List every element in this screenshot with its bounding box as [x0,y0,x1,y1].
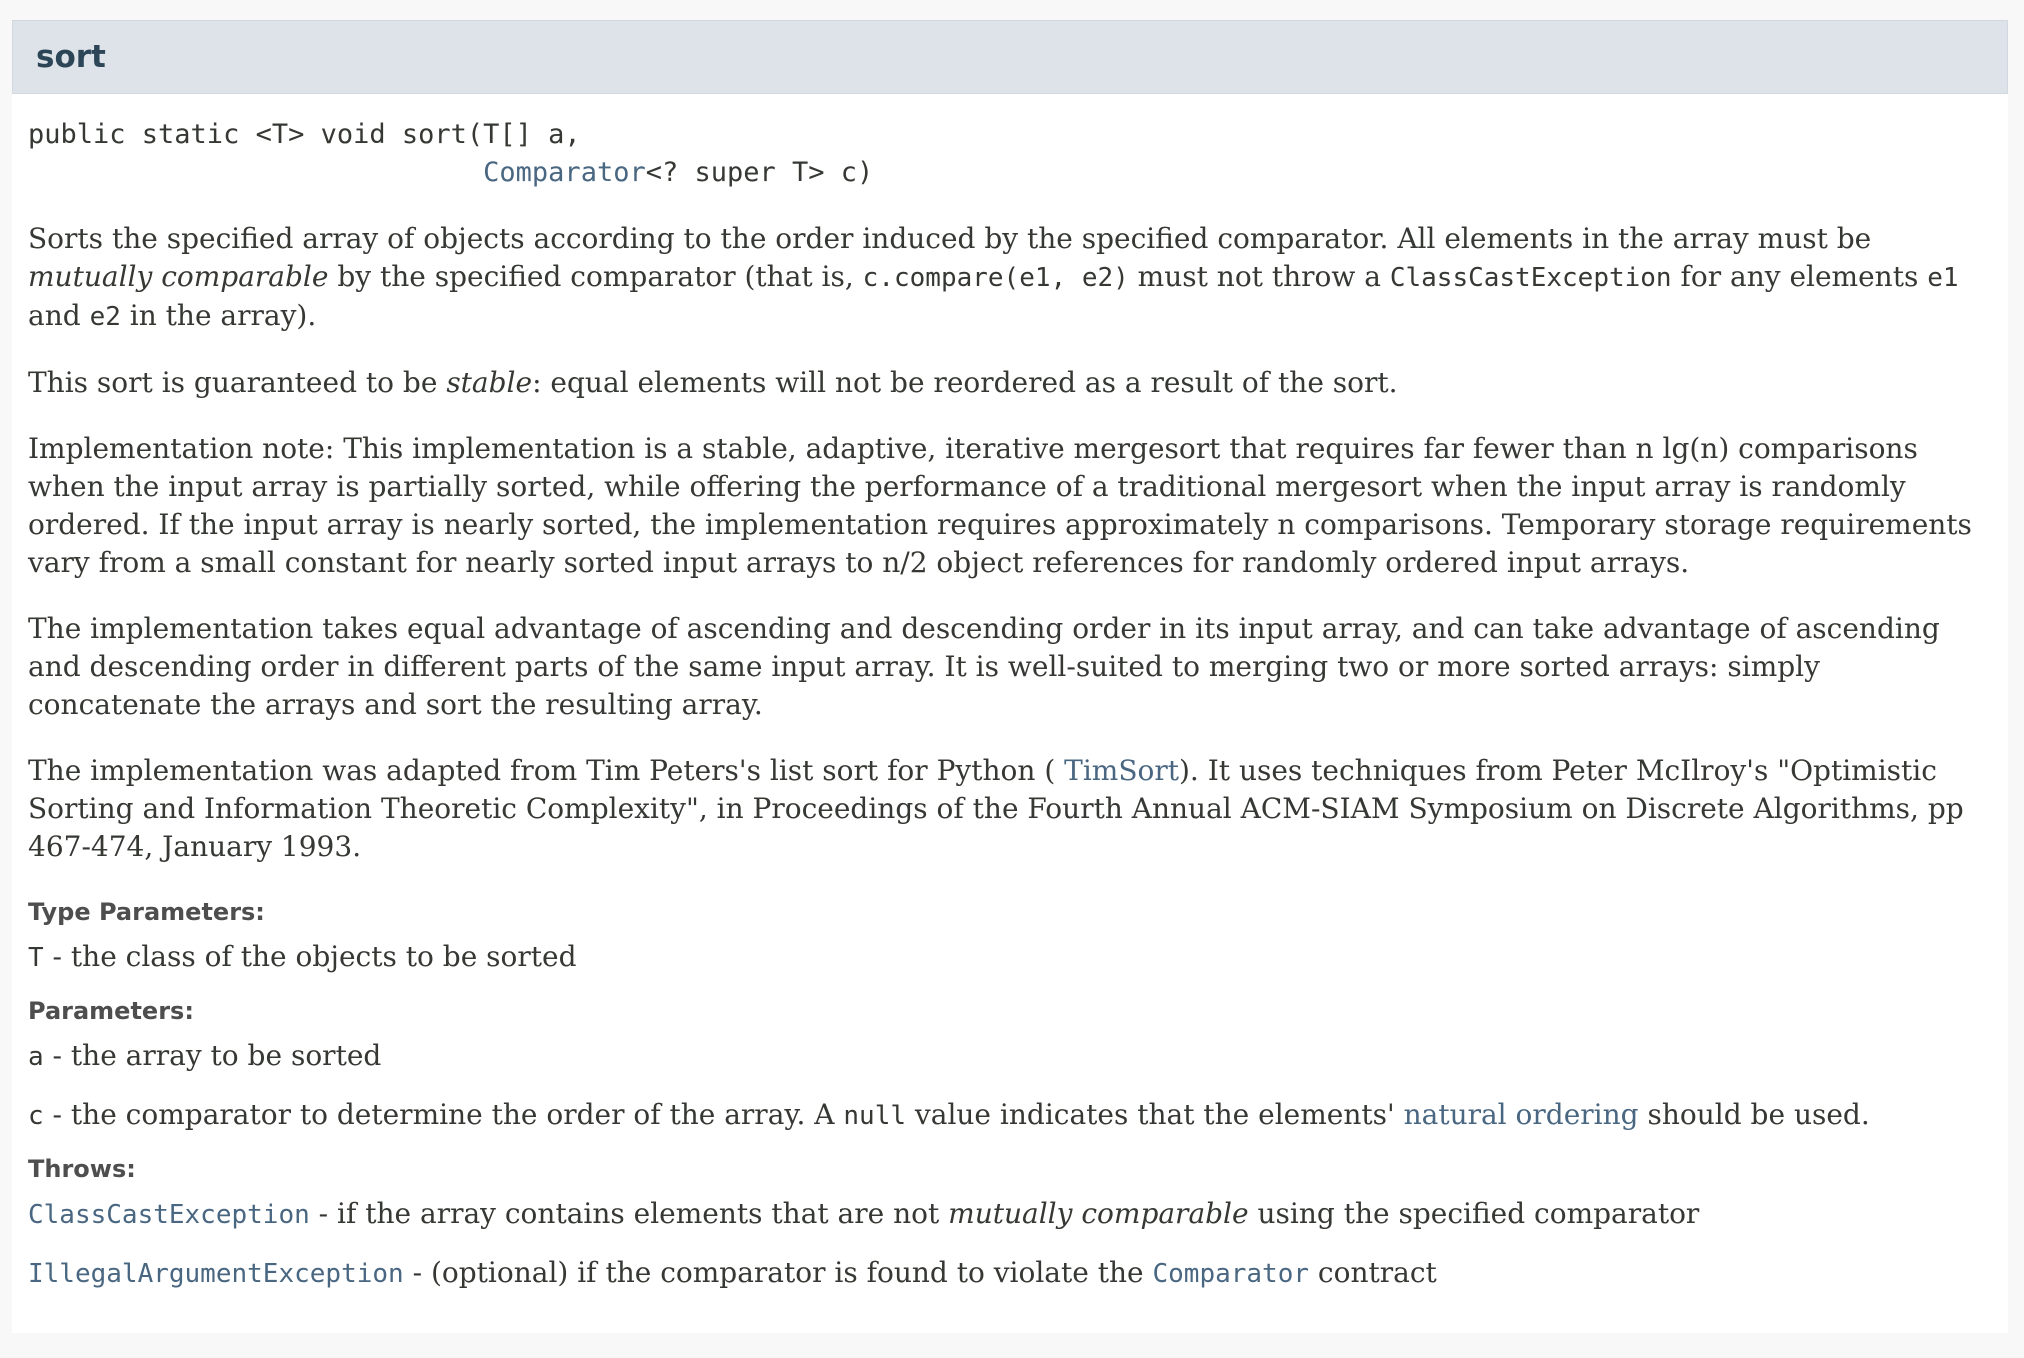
method-notes [28,896,1992,1293]
description-paragraph-4: The implementation takes equal advantage of ascending and descending order in its input array, and can take advantage of ascending and descending order in different parts of the same input array. It is well-suited to merging two or more sorted arrays: simply concatenate the arrays and sort the resulting array. [28,612,1940,721]
desc1-text-4: for any elements [1671,260,1928,293]
type-parameter-name: T [28,943,44,973]
comparator-link[interactable]: Comparator [483,157,646,188]
signature-line2-rest: <? super T> c) [645,157,874,188]
parameter-item-c [28,1096,1992,1135]
desc1-code-compare: c.compare(e1, e2) [862,263,1129,293]
desc1-text-5: and [28,299,90,332]
throws-item-illegalargument [28,1254,1992,1293]
parameters-label: Parameters: [28,997,194,1025]
throws-illegalargument-desc-2: contract [1309,1256,1437,1289]
method-detail-block [12,20,2008,1333]
throws-item-classcast [28,1195,1992,1234]
classcastexception-link[interactable]: ClassCastException [28,1200,310,1230]
desc5-text-2: ). It uses techniques from Peter McIlroy's "Optimistic Sorting and Information Theoretic Complexity", in Proceedings of the Fourth Annual ACM-SIAM Symposium on Discrete Algorithms, pp 467-474, January 1993. [28,754,1964,863]
description-paragraph-1 [28,220,1992,336]
desc5-text-1: The implementation was adapted from Tim Peters's list sort for Python ( [28,754,1065,787]
desc2-text-2: : equal elements will not be reordered as a result of the sort. [532,366,1398,399]
desc1-code-e2: e2 [89,302,121,332]
desc1-text-1: Sorts the specified array of objects according to the order induced by the specified comparator. All elements in the array must be [28,222,1872,255]
illegalargumentexception-link[interactable]: IllegalArgumentException [28,1259,404,1289]
desc2-emphasis: stable [446,366,533,399]
desc1-code-exception: ClassCastException [1389,263,1672,293]
description-paragraph-5 [28,752,1992,866]
type-parameter-desc: - the class of the objects to be sorted [43,940,577,973]
desc1-code-e1: e1 [1927,263,1959,293]
parameter-item-a [28,1037,1992,1076]
throws-label: Throws: [28,1155,136,1183]
comparator-contract-link[interactable]: Comparator [1152,1259,1310,1289]
desc1-emphasis: mutually comparable [28,260,329,293]
throws-illegalargument-desc-1: - (optional) if the comparator is found to violate the [403,1256,1153,1289]
signature-indent [28,157,483,188]
method-header [12,20,2008,94]
throws-classcast-desc-1: - if the array contains elements that are not [309,1197,949,1230]
type-parameters-label: Type Parameters: [28,898,265,926]
parameter-desc-c-2: value indicates that the elements' [906,1098,1404,1131]
description-paragraph-2 [28,364,1992,402]
parameter-name-a: a [28,1042,44,1072]
description-paragraph-3: Implementation note: This implementation is a stable, adaptive, iterative mergesort that requires far fewer than n lg(n) comparisons when the input array is partially sorted, while offering the performance of a traditional mergesort when the input array is randomly ordered. If the input array is nearly sorted, the implementation requires approximately n comparisons. Temporary storage requirements vary from a small constant for nearly sorted input arrays to n/2 object references for randomly ordered input arrays. [28,432,1972,579]
natural-ordering-link[interactable]: natural ordering [1403,1098,1639,1131]
parameter-desc-a: - the array to be sorted [43,1039,382,1072]
desc1-text-6: in the array). [120,299,317,332]
method-title: sort [36,39,106,75]
method-content [12,116,2008,1293]
desc1-text-2: by the specified comparator (that is, [328,260,863,293]
desc2-text-1: This sort is guaranteed to be [28,366,447,399]
throws-classcast-desc-2: using the specified comparator [1248,1197,1700,1230]
parameter-name-c: c [28,1101,44,1131]
signature-line1: public static <T> void sort(T[] a, [28,119,581,150]
parameter-desc-c-1: - the comparator to determine the order of the array. A [43,1098,844,1131]
method-signature [28,116,1992,192]
timsort-link[interactable]: TimSort [1064,754,1179,787]
parameter-code-null: null [843,1101,907,1131]
parameter-desc-c-3: should be used. [1638,1098,1870,1131]
throws-classcast-emphasis: mutually comparable [948,1197,1249,1230]
desc1-text-3: must not throw a [1128,260,1390,293]
type-parameter-item [28,938,1992,977]
